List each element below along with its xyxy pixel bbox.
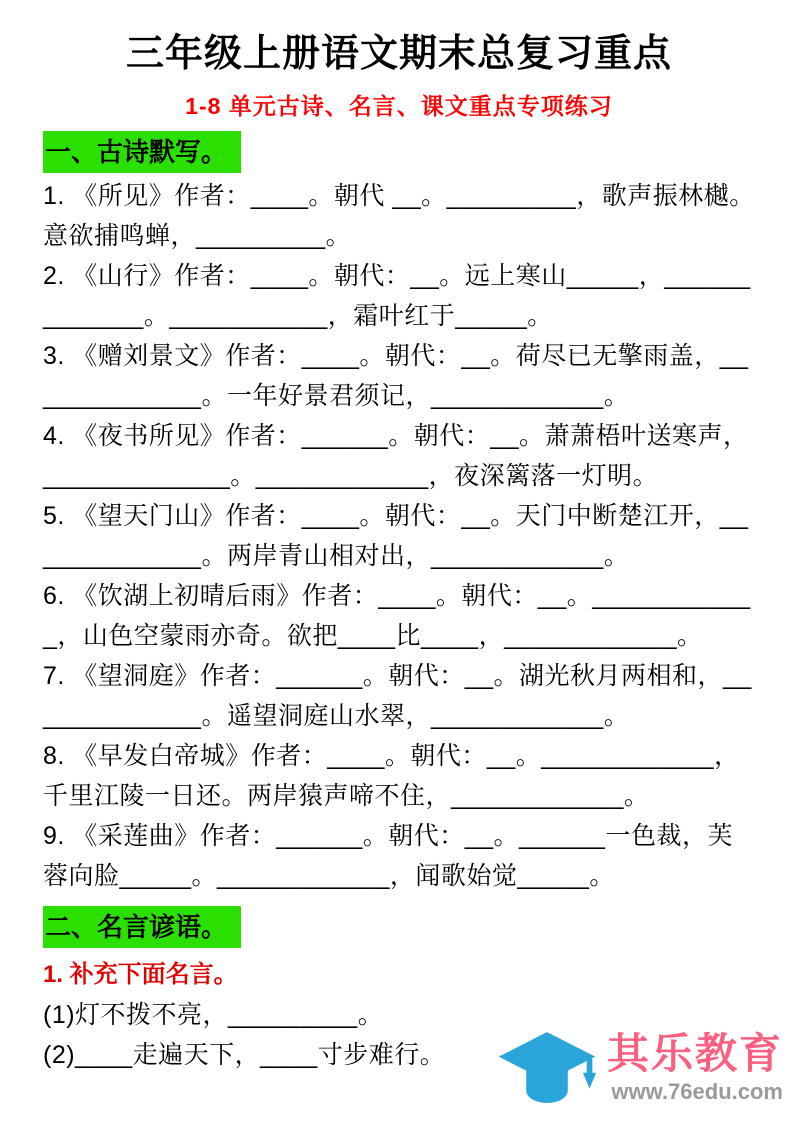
sayings-subheading: 1. 补充下面名言。 — [43, 961, 238, 988]
poem-item-4: 4. 《夜书所见》作者：______。朝代：__。萧萧梧叶送寒声，_____________。____________，夜深篱落一灯明。 — [43, 422, 749, 490]
poem-item-7: 7. 《望洞庭》作者：______。朝代：__。湖光秋月两相和，_____________。遥望洞庭山水翠，____________。 — [43, 662, 752, 730]
section-heading-poems: 一、古诗默写。 — [43, 131, 241, 173]
poem-item-3: 3. 《赠刘景文》作者：____。朝代：__。荷尽已无擎雨盖，_____________。一年好景君须记，____________。 — [43, 342, 749, 410]
brand-url: www.76edu.com — [611, 1079, 783, 1104]
page-subtitle: 1-8 单元古诗、名言、课文重点专项练习 — [185, 93, 613, 119]
graduation-cap-icon — [495, 1022, 599, 1114]
section-poems-heading-row — [43, 131, 755, 176]
poem-item-8: 8. 《早发白帝城》作者：____。朝代：__。____________，千里江陵一日还。两岸猿声啼不住，____________。 — [43, 742, 740, 810]
poem-item-5: 5. 《望天门山》作者：____。朝代：__。天门中断楚江开，_____________。两岸青山相对出，____________。 — [43, 502, 749, 570]
poem-item-6: 6. 《饮湖上初晴后雨》作者：____。朝代：__。____________，山色空蒙雨亦奇。欲把____比____，____________。 — [43, 582, 751, 650]
saying-item-1: (1)灯不拨不亮，_________。 — [43, 1001, 384, 1029]
saying-item-2: (2)____走遍天下，____寸步难行。 — [43, 1041, 446, 1069]
page-title: 三年级上册语文期末总复习重点 — [125, 33, 672, 75]
poem-item-9: 9. 《采莲曲》作者：______。朝代：__。______一色裁，芙蓉向脸_____。____________，闻歌始觉_____。 — [43, 822, 733, 890]
poem-item-1: 1. 《所见》作者：____。朝代 __。_________，歌声振林樾。意欲捕鸣蝉，_________。 — [43, 182, 755, 250]
brand-text-block — [607, 1030, 783, 1106]
section-heading-sayings: 二、名言谚语。 — [43, 906, 241, 948]
section-sayings-heading-row — [43, 906, 755, 951]
brand-footer — [495, 1022, 783, 1114]
poem-item-2: 2. 《山行》作者：____。朝代：__。远上寒山_____，_____________。___________，霜叶红于_____。 — [43, 262, 751, 330]
brand-name: 其乐教育 — [606, 1030, 783, 1077]
